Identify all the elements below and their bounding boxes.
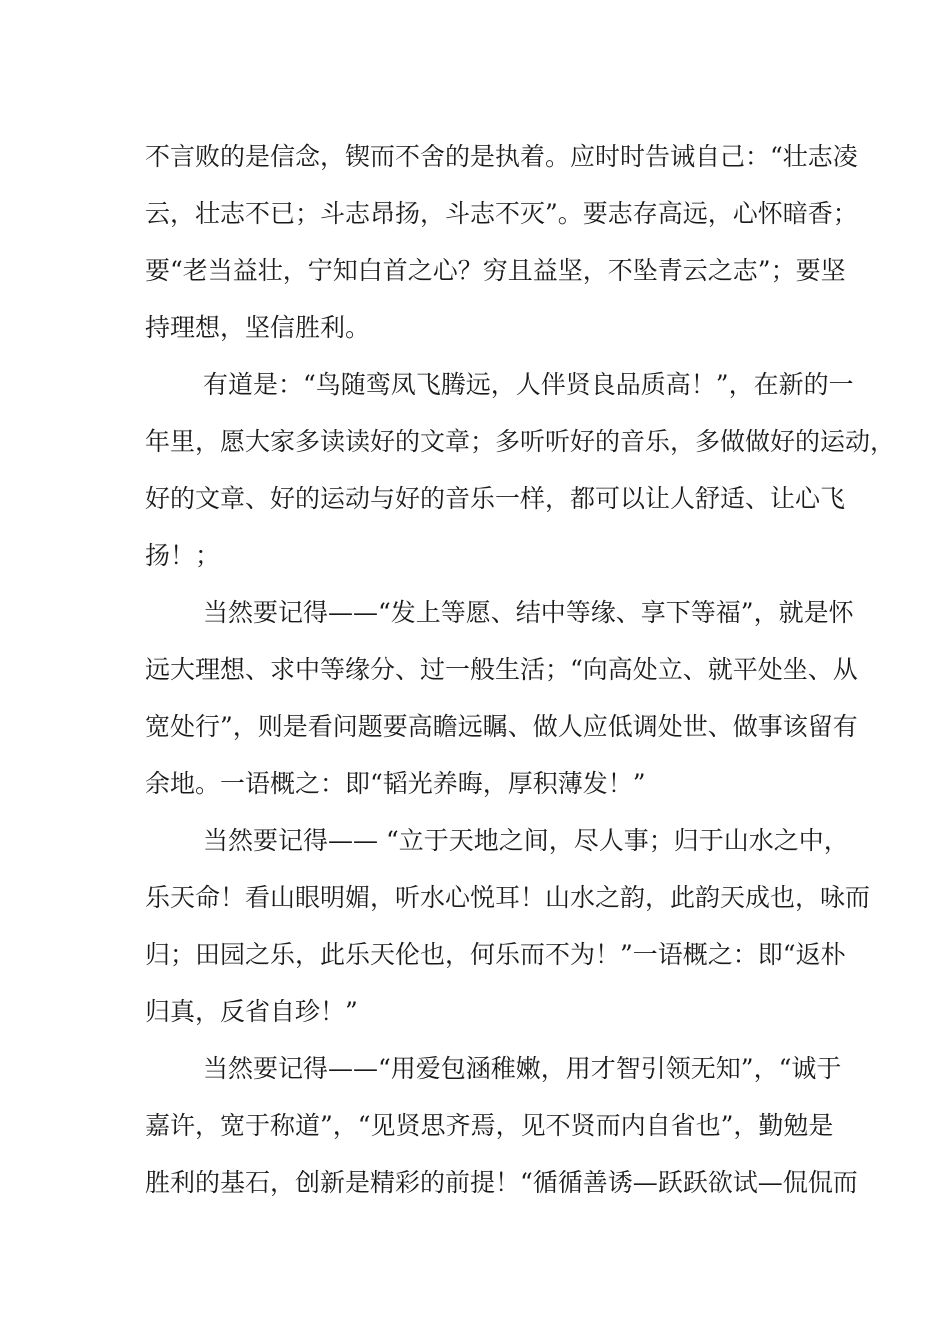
text-line: 持理想，坚信胜利。 (145, 313, 371, 342)
paragraph-1 (145, 128, 858, 356)
text-line: 云，壮志不已；斗志昂扬，斗志不灭”。要志存高远，心怀暗香； (145, 199, 858, 228)
text-line: 扬！； (145, 541, 221, 570)
text-line: 余地。一语概之：即“韬光养晦，厚积薄发！” (145, 769, 646, 798)
text-line: 宽处行”，则是看问题要高瞻远瞩、做人应低调处世、做事该留有 (145, 712, 858, 741)
text-line: 当然要记得——“用爱包涵稚嫩，用才智引领无知”，“诚于 (203, 1054, 842, 1083)
text-line: 不言败的是信念，锲而不舍的是执着。应时时告诫自己：“壮志凌 (145, 142, 858, 171)
text-line: 当然要记得—— “立于天地之间，尽人事；归于山水之中， (203, 826, 849, 855)
paragraph-2 (145, 356, 896, 584)
text-line: 要“老当益壮，宁知白首之心？穷且益坚，不坠青云之志”；要坚 (145, 256, 846, 285)
text-line: 年里，愿大家多读读好的文章；多听听好的音乐，多做做好的运动， (145, 427, 896, 456)
text-line: 好的文章、好的运动与好的音乐一样，都可以让人舒适、让心飞 (145, 484, 846, 513)
paragraph-3 (145, 584, 858, 812)
text-line: 归真，反省自珍！” (145, 997, 358, 1026)
document-body (145, 128, 896, 1211)
paragraph-5 (145, 1040, 858, 1211)
text-line: 远大理想、求中等缘分、过一般生活；“向高处立、就平处坐、从 (145, 655, 858, 684)
paragraph-4 (145, 812, 871, 1040)
text-line: 嘉许，宽于称道”，“见贤思齐焉，见不贤而内自省也”，勤勉是 (145, 1111, 834, 1140)
text-line: 归；田园之乐，此乐天伦也，何乐而不为！”一语概之：即“返朴 (145, 940, 846, 969)
text-line: 胜利的基石，创新是精彩的前提！“循循善诱—跃跃欲试—侃侃而 (145, 1168, 858, 1197)
text-line: 当然要记得——“发上等愿、结中等缘、享下等福”，就是怀 (203, 598, 854, 627)
text-line: 有道是：“鸟随鸾凤飞腾远，人伴贤良品质高！”，在新的一 (203, 370, 854, 399)
text-line: 乐天命！看山眼明媚，听水心悦耳！山水之韵，此韵天成也，咏而 (145, 883, 871, 912)
